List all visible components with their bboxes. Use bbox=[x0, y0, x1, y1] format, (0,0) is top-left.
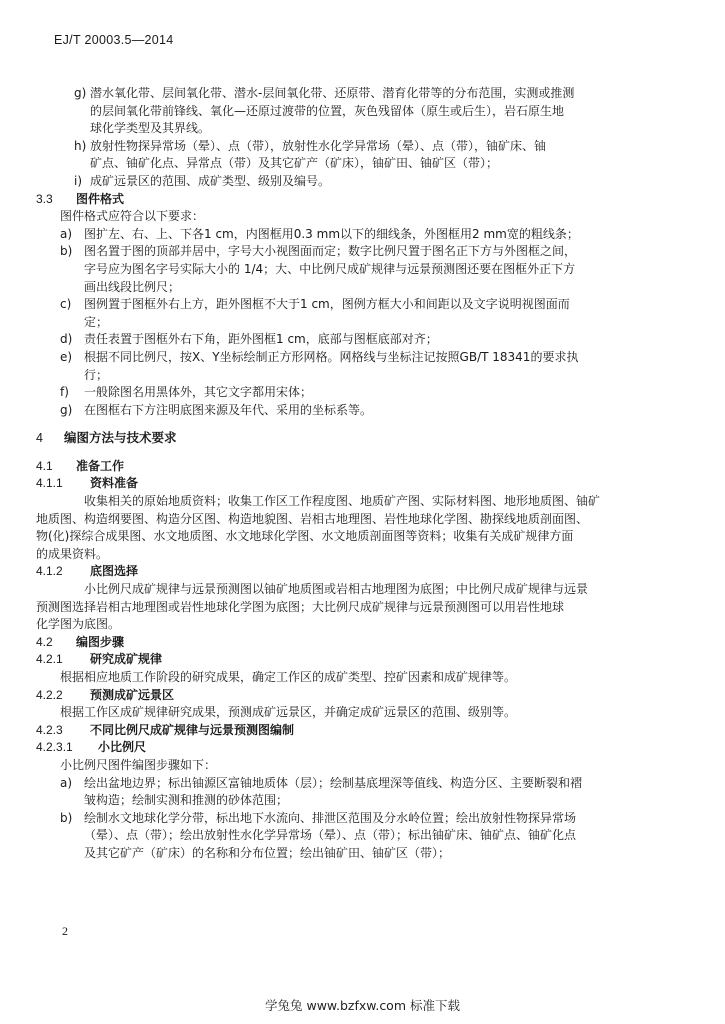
list-item bbox=[60, 173, 700, 191]
text-line: 收集相关的原始地质资料；收集工作区工作程度图、地质矿产图、实际材料图、地形地质图、铀矿 bbox=[84, 494, 601, 509]
text-line: 字号应为图名字号实际大小的 1/4；大、中比例尺成矿规律与远景预测图还要在图框外正下方 bbox=[84, 261, 576, 276]
section-heading-3-3 bbox=[36, 191, 700, 209]
list-label: g) bbox=[74, 86, 87, 100]
paragraph bbox=[36, 581, 700, 634]
section-heading-4-2-3 bbox=[36, 722, 700, 740]
text-line: 根据相应地质工作阶段的研究成果，确定工作区的成矿类型、控矿因素和成矿规律等。 bbox=[60, 670, 517, 684]
text-line: 皱构造；绘制实测和推测的砂体范围； bbox=[84, 793, 289, 808]
text-line: 的成果资料。 bbox=[36, 546, 109, 561]
list-label: a) bbox=[60, 226, 73, 241]
list-label: a) bbox=[60, 775, 73, 790]
text-line: 行； bbox=[84, 367, 109, 382]
list-item bbox=[60, 402, 700, 420]
text-line: 根据工作区成矿规律研究成果，预测成矿远景区，并确定成矿远景区的范围、级别等。 bbox=[60, 705, 517, 720]
section-title: 资料准备 bbox=[90, 476, 139, 491]
text-line: 预测图选择岩相古地理图或岩性地球化学图为底图；大比例尺成矿规律与远景预测图可以用岩性地球 bbox=[36, 599, 565, 614]
list-item bbox=[60, 138, 700, 173]
section-title: 编图方法与技术要求 bbox=[64, 430, 177, 446]
list-item bbox=[60, 85, 700, 138]
section-number: 4.1.2 bbox=[36, 564, 63, 579]
section-title: 图件格式 bbox=[76, 191, 125, 206]
text-line: 潜水氧化带、层间氧化带、潜水-层间氧化带、还原带、潜育化带等的分布范围，实测或推测 bbox=[90, 86, 575, 100]
section-title: 不同比例尺成矿规律与远景预测图编制 bbox=[90, 722, 295, 737]
page-content bbox=[36, 85, 700, 863]
text-line: 放射性物探异常场（晕）、点（带），放射性水化学异常场（晕）、点（带），铀矿床、铀 bbox=[90, 138, 547, 153]
section-number: 4.2.1 bbox=[36, 652, 63, 667]
list-item bbox=[60, 226, 700, 244]
text-line: 绘制水文地球化学分带，标出地下水流向、排泄区范围及分水岭位置；绘出放射性物探异常场 bbox=[84, 810, 577, 825]
list-item bbox=[60, 331, 700, 349]
list-label: b) bbox=[60, 810, 73, 825]
section-heading-4-1 bbox=[36, 458, 700, 476]
text-line: 图例置于图框外右上方，距外图框不大于1 cm，图例方框大小和间距以及文字说明视图面而 bbox=[84, 297, 570, 312]
text-line: 图扩左、右、上、下各1 cm，内图框用0.3 mm以下的细线条，外图框用2 mm宽的粗线条； bbox=[84, 226, 579, 241]
list-item bbox=[60, 243, 700, 296]
text-line: 物(化)探综合成果图、水文地质图、水文地球化学图、水文地质剖面图等资料；收集有关成矿规律方面 bbox=[36, 529, 574, 544]
list-item bbox=[60, 810, 700, 863]
text-line: 责任表置于图框外右下角，距外图框1 cm，底部与图框底部对齐； bbox=[84, 332, 438, 347]
section-intro: 小比例尺图件编图步骤如下： bbox=[60, 757, 217, 772]
text-line: 小比例尺成矿规律与远景预测图以铀矿地质图或岩相古地理图为底图；中比例尺成矿规律与远景 bbox=[84, 582, 589, 597]
text-line: 化学图为底图。 bbox=[36, 617, 121, 632]
text-line: 的层间氧化带前锋线、氧化—还原过渡带的位置，灰色残留体（原生或后生），岩石原生地 bbox=[90, 103, 565, 118]
text-line: 一般除图名用黑体外，其它文字都用宋体； bbox=[84, 385, 313, 400]
text-line: （晕）、点（带）；绘出放射性水化学异常场（晕）、点（带）；标出铀矿床、铀矿点、铀矿化点 bbox=[84, 828, 577, 843]
section-number: 4.2.3.1 bbox=[36, 740, 73, 755]
text-line: 地质图、构造纲要图、构造分区图、构造地貌图、岩相古地理图、岩性地球化学图、勘探线地质剖面图、 bbox=[36, 511, 589, 526]
section-heading-4-1-2 bbox=[36, 563, 700, 581]
section-title: 预测成矿远景区 bbox=[90, 687, 175, 702]
text-line: 球化学类型及其界线。 bbox=[90, 121, 211, 136]
text-line: 定； bbox=[84, 314, 109, 329]
list-label: e) bbox=[60, 349, 73, 364]
list-item bbox=[60, 775, 700, 810]
section-number: 4.1.1 bbox=[36, 476, 63, 491]
section-number: 4.1 bbox=[36, 458, 53, 473]
footer-watermark: 学兔兔 www.bzfxw.com 标准下载 bbox=[265, 998, 460, 1013]
text-line: 成矿远景区的范围、成矿类型、级别及编号。 bbox=[90, 173, 331, 188]
text-line: 矿点、铀矿化点、异常点（带）及其它矿产（矿床），铀矿田、铀矿区（带）； bbox=[90, 156, 499, 171]
section-heading-4-2-3-1 bbox=[36, 739, 700, 757]
text-line: 绘出盆地边界；标出铀源区富铀地质体（层）；绘制基底埋深等值线、构造分区、主要断裂和褶 bbox=[84, 775, 583, 790]
section-number: 4 bbox=[36, 431, 43, 446]
section-title: 准备工作 bbox=[76, 458, 125, 473]
section-number: 3.3 bbox=[36, 191, 53, 206]
section-number: 4.2.2 bbox=[36, 687, 63, 702]
list-label: f) bbox=[60, 385, 69, 400]
list-label: g) bbox=[60, 402, 73, 417]
list-item bbox=[60, 296, 700, 331]
paragraph bbox=[36, 493, 700, 563]
section-number: 4.2 bbox=[36, 634, 53, 649]
page-number: 2 bbox=[62, 924, 68, 938]
list-label: i) bbox=[74, 173, 83, 188]
section-title: 研究成矿规律 bbox=[90, 652, 163, 667]
paragraph bbox=[60, 704, 700, 722]
text-line: 及其它矿产（矿床）的名称和分布位置；绘出铀矿田、铀矿区（带）； bbox=[84, 845, 451, 860]
text-line: 在图框右下方注明底图来源及年代、采用的坐标系等。 bbox=[84, 402, 373, 417]
list-label: b) bbox=[60, 244, 73, 259]
section-heading-4-2-1 bbox=[36, 651, 700, 669]
section-title: 底图选择 bbox=[90, 564, 139, 579]
list-label: h) bbox=[74, 138, 87, 153]
text-line: 根据不同比例尺，按X、Y坐标绘制正方形网格。网格线与坐标注记按照GB/T 18341的要求执 bbox=[84, 349, 579, 364]
section-title: 小比例尺 bbox=[98, 740, 147, 755]
standard-code: EJ/T 20003.5—2014 bbox=[54, 33, 174, 47]
section-heading-4-2 bbox=[36, 634, 700, 652]
list-label: d) bbox=[60, 332, 73, 347]
section-heading-4-2-2 bbox=[36, 687, 700, 705]
section-heading-4-1-1 bbox=[36, 475, 700, 493]
chapter-heading-4 bbox=[36, 429, 700, 448]
paragraph bbox=[60, 669, 700, 687]
section-intro: 图件格式应符合以下要求： bbox=[60, 209, 205, 224]
list-item bbox=[60, 384, 700, 402]
list-item bbox=[60, 349, 700, 384]
section-title: 编图步骤 bbox=[76, 634, 125, 649]
text-line: 图名置于图的顶部并居中，字号大小视图面而定；数字比例尺置于图名正下方与外图框之间， bbox=[84, 244, 577, 259]
text-line: 画出线段比例尺； bbox=[84, 279, 181, 294]
list-label: c) bbox=[60, 297, 72, 312]
section-number: 4.2.3 bbox=[36, 722, 63, 737]
